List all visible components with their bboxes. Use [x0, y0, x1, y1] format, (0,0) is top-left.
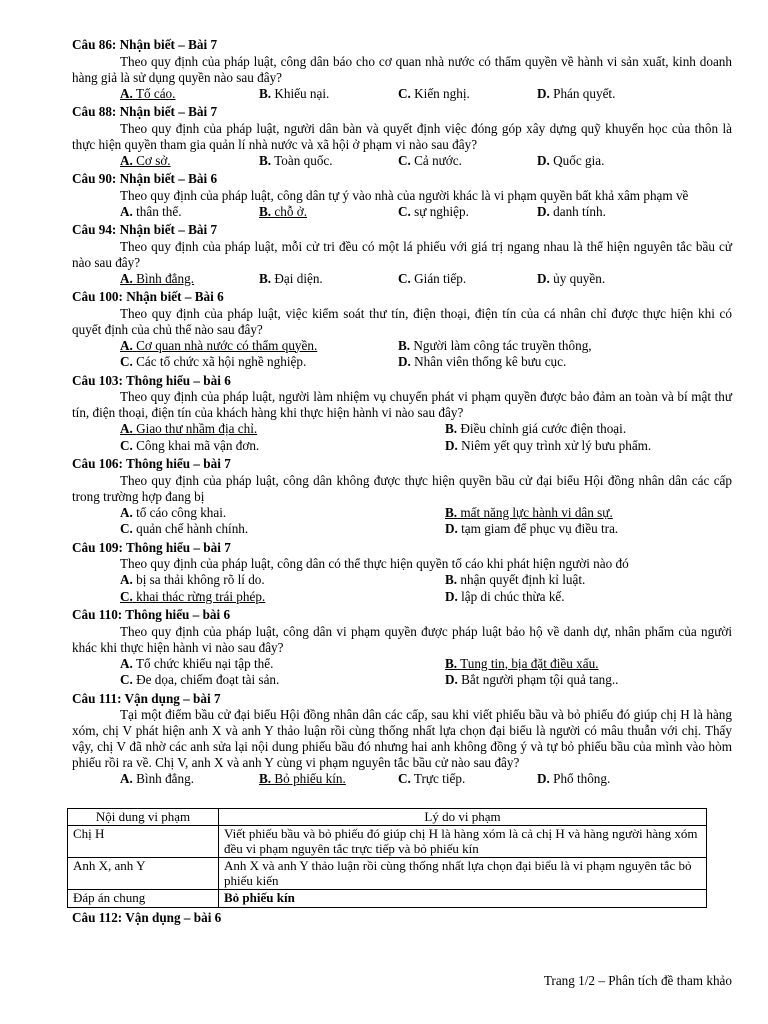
- question-stem: Theo quy định của pháp luật, công dân vi phạm quyền được pháp luật bảo hộ về danh dự, nhân phẩm của người khác khi thực hiện hành vi nào sau đây?: [72, 623, 732, 655]
- option-letter: D.: [537, 771, 550, 786]
- option-text: tạm giam để phục vụ điều tra.: [461, 521, 619, 536]
- answer-option: [445, 572, 585, 589]
- table-cell: Chị H: [68, 826, 219, 858]
- answer-options: [72, 656, 732, 689]
- question: [72, 540, 732, 606]
- option-letter: A.: [120, 572, 133, 587]
- table-header-row: [68, 808, 707, 826]
- option-text: Cơ sở.: [136, 152, 171, 168]
- answer-option: [398, 338, 592, 355]
- option-letter: D.: [537, 203, 550, 219]
- option-letter: B.: [445, 572, 458, 587]
- answer-option: [120, 521, 445, 538]
- answer-option: [120, 438, 445, 455]
- answer-option: [120, 572, 445, 589]
- option-text: Công khai mã vận đơn.: [136, 437, 260, 453]
- option-text: Nhân viên thống kê bưu cục.: [414, 354, 567, 369]
- option-text: tố cáo công khai.: [136, 504, 227, 520]
- answer-option: [398, 271, 537, 288]
- answer-option: [537, 153, 604, 170]
- question-stem: Theo quy định của pháp luật, công dân báo cho cơ quan nhà nước có thẩm quyền về hành vi sản xuất, kinh doanh hàng giả là sử dụng quyền nào sau đây?: [72, 53, 732, 85]
- answer-option-correct: [120, 589, 445, 606]
- option-text: Đại diện.: [274, 270, 323, 286]
- question: [72, 373, 732, 455]
- option-text: Khiếu nại.: [274, 85, 330, 101]
- question-list: [72, 37, 732, 788]
- option-text: ủy quyền.: [553, 270, 606, 286]
- table-row: [68, 826, 707, 858]
- option-text: sự nghiệp.: [414, 203, 469, 219]
- answer-option: [537, 771, 610, 788]
- option-text: Phổ thông.: [553, 771, 611, 786]
- answer-option: [259, 86, 398, 103]
- question-stem: Theo quy định của pháp luật, việc kiểm soát thư tín, điện thoại, điện tín của cá nhân chỉ được thực hiện khi có quyết định của chủ thể nào sau đây?: [72, 305, 732, 337]
- answer-options: [72, 421, 732, 454]
- option-text: Toàn quốc.: [274, 152, 333, 168]
- question: [72, 222, 732, 287]
- option-letter: B.: [398, 337, 411, 353]
- option-text: Người làm công tác truyền thông,: [413, 337, 592, 353]
- question: [72, 607, 732, 689]
- option-letter: C.: [120, 354, 133, 369]
- option-letter: A.: [120, 337, 133, 353]
- answer-option: [445, 672, 618, 689]
- question-stem: Theo quy định của pháp luật, công dân tự ý vào nhà của người khác là vi phạm quyền bất khả xâm phạm về: [120, 187, 689, 203]
- option-text: Bỏ phiếu kín.: [274, 771, 346, 786]
- option-letter: D.: [445, 588, 458, 604]
- option-letter: A.: [120, 152, 133, 168]
- answer-option: [398, 354, 566, 371]
- answer-option: [537, 271, 605, 288]
- answer-options: [72, 505, 732, 538]
- answer-options: [72, 338, 732, 371]
- answer-option: [445, 421, 626, 438]
- option-text: Bình đẳng.: [136, 771, 195, 786]
- option-letter: D.: [445, 672, 458, 687]
- question-header: Câu 112: Vận dụng – bài 6: [72, 909, 222, 925]
- option-text: Tổ chức khiếu nại tập thể.: [135, 655, 274, 671]
- question-header: Câu 106: Thông hiểu – bài 7: [72, 456, 231, 471]
- question-stem: Theo quy định của pháp luật, người làm nhiệm vụ chuyển phát vi phạm quyền được bảo đảm an toàn và bí mật thư tín, điện thoại, điện tín của khách hàng khi thực hiện hành vi nào sau đây?: [72, 389, 732, 420]
- option-text: danh tính.: [553, 203, 606, 219]
- answer-option: [120, 505, 445, 522]
- option-text: Kiến nghị.: [414, 85, 470, 101]
- table-header-cell: Nội dung vi phạm: [68, 808, 219, 826]
- question: [72, 289, 732, 371]
- answer-option: [445, 521, 618, 538]
- option-text: Niêm yết quy trình xử lý bưu phẩm.: [461, 437, 652, 453]
- option-text: thân thể.: [136, 203, 182, 219]
- answer-option-correct: [120, 153, 259, 170]
- option-letter: A.: [120, 655, 133, 671]
- table-header-cell: Lý do vi phạm: [219, 808, 707, 826]
- answer-option: [259, 153, 398, 170]
- table-row: [68, 858, 707, 890]
- answer-option: [398, 86, 537, 103]
- answer-option-correct: [445, 656, 599, 673]
- table-cell: Anh X, anh Y: [68, 858, 219, 890]
- option-text: Các tổ chức xã hội nghề nghiệp.: [136, 354, 307, 369]
- answer-option-correct: [120, 86, 259, 103]
- option-letter: D.: [398, 354, 411, 369]
- option-text: mất năng lực hành vi dân sự.: [460, 504, 613, 520]
- option-text: quản chế hành chính.: [136, 521, 249, 536]
- answer-option-correct: [120, 271, 259, 288]
- answer-option-correct: [259, 204, 398, 221]
- answer-option: [398, 204, 537, 221]
- option-text: Điều chỉnh giá cước điện thoại.: [460, 421, 627, 436]
- option-letter: C.: [398, 85, 411, 101]
- option-letter: C.: [398, 771, 411, 786]
- option-text: lập di chúc thừa kế.: [461, 588, 565, 604]
- table-cell: Anh X và anh Y thảo luận rồi cùng thống nhất lựa chọn đại biểu là vi phạm nguyên tắc bỏ phiếu kiến: [219, 858, 707, 890]
- answer-option: [445, 438, 651, 455]
- question-header: Câu 86: Nhận biết – Bài 7: [72, 37, 218, 52]
- option-letter: B.: [445, 504, 458, 520]
- option-text: Tung tin, bịa đặt điều xấu.: [460, 655, 599, 671]
- question-header: Câu 111: Vận dụng – bài 7: [72, 690, 221, 706]
- option-letter: B.: [259, 771, 272, 786]
- question: [72, 37, 732, 102]
- answer-option: [120, 771, 259, 788]
- question-header: Câu 109: Thông hiểu – bài 7: [72, 539, 231, 555]
- answer-options: [72, 204, 732, 221]
- question-stem: Theo quy định của pháp luật, người dân bàn và quyết định việc đóng góp xây dựng quỹ khuyến học của thôn là thực hiện quyền tham gia quản lí nhà nước và xã hội ở phạm vi nào sau đây?: [72, 120, 732, 152]
- option-letter: A.: [120, 203, 133, 219]
- table-row: [68, 890, 707, 908]
- option-letter: C.: [120, 672, 133, 687]
- option-text: Giao thư nhầm địa chỉ.: [136, 421, 258, 436]
- option-letter: A.: [120, 421, 133, 436]
- question-stem: Tại một điểm bầu cử đại biểu Hội đồng nhân dân các cấp, sau khi viết phiếu bầu và bỏ phiếu đó giúp chị H là hàng xóm, chị V phát hiện anh X và anh Y thảo luận rồi cùng thống nhất lựa chọn đại biểu là người có mâu thuẫn với chị. Thấy vậy, chị V đã nhờ các anh sửa lại nội dung phiếu bầu đó nhưng hai anh không đồng ý và tự bỏ phiếu bầu của mình vào hòm phiếu rồi ra về. Chị V, anh X và anh Y cùng vi phạm nguyên tắc bầu cử nào sau đây?: [72, 707, 732, 770]
- question-stem: Theo quy định của pháp luật, công dân không được thực hiện quyền bầu cử đại biểu Hội đồng nhân dân các cấp trong trường hợp đang bị: [72, 472, 732, 504]
- option-letter: B.: [259, 152, 272, 168]
- analysis-table: [67, 808, 707, 908]
- answer-options: [72, 86, 732, 103]
- option-text: khai thác rừng trái phép.: [136, 588, 266, 604]
- option-letter: C.: [398, 270, 411, 286]
- question-header: Câu 90: Nhận biết – Bài 6: [72, 171, 218, 186]
- document-page: [72, 37, 732, 926]
- option-letter: A.: [120, 270, 133, 286]
- question-header: Câu 94: Nhận biết – Bài 7: [72, 222, 218, 237]
- question-header: Câu 103: Thông hiểu – bài 6: [72, 372, 231, 388]
- option-letter: D.: [445, 521, 458, 536]
- option-text: Đe dọa, chiếm đoạt tài sản.: [136, 672, 280, 687]
- option-letter: D.: [537, 270, 550, 286]
- question-stem: Theo quy định của pháp luật, công dân có thể thực hiện quyền tố cáo khi phát hiện người nào đó: [120, 556, 629, 571]
- option-letter: A.: [120, 771, 133, 786]
- option-text: chỗ ở.: [274, 203, 307, 219]
- option-letter: B.: [259, 203, 272, 219]
- question: [72, 171, 732, 220]
- question: [72, 691, 732, 788]
- question-header: Câu 88: Nhận biết – Bài 7: [72, 104, 218, 119]
- answer-option-correct: [120, 338, 398, 355]
- option-text: Gián tiếp.: [414, 270, 467, 286]
- option-text: Cơ quan nhà nước có thẩm quyền.: [136, 337, 318, 353]
- option-letter: D.: [537, 85, 550, 101]
- option-letter: D.: [445, 437, 458, 453]
- answer-option-correct: [120, 421, 445, 438]
- answer-option: [398, 153, 537, 170]
- answer-option: [398, 771, 537, 788]
- question: [72, 104, 732, 169]
- option-letter: B.: [259, 270, 272, 286]
- option-letter: A.: [120, 504, 133, 520]
- option-letter: C.: [120, 437, 133, 453]
- option-text: bị sa thải không rõ lí do.: [136, 572, 265, 587]
- answer-option: [120, 672, 445, 689]
- option-text: Bình đẳng.: [136, 270, 195, 286]
- answer-options: [72, 771, 732, 788]
- table-cell: Viết phiếu bầu và bỏ phiếu đó giúp chị H là hàng xóm là cả chị H và hàng người hàng xóm đều vi phạm nguyên tắc trực tiếp và bỏ phiếu kín: [219, 826, 707, 858]
- option-text: nhận quyết định kỉ luật.: [460, 572, 586, 587]
- question: [72, 456, 732, 538]
- table-cell: Đáp án chung: [68, 890, 219, 908]
- option-text: Quốc gia.: [553, 152, 605, 168]
- option-letter: D.: [537, 152, 550, 168]
- option-letter: C.: [120, 588, 133, 604]
- answer-option: [537, 204, 606, 221]
- question-header: Câu 100: Nhận biết – Bài 6: [72, 289, 224, 304]
- question-stem: Theo quy định của pháp luật, mỗi cử tri đều có một lá phiếu với giá trị ngang nhau là thể hiện nguyên tắc bầu cử nào sau đây?: [72, 238, 732, 270]
- answer-options: [72, 572, 732, 605]
- option-letter: B.: [445, 655, 458, 671]
- option-letter: B.: [445, 421, 458, 436]
- option-letter: C.: [398, 152, 411, 168]
- answer-options: [72, 271, 732, 288]
- option-text: Tố cáo.: [135, 85, 176, 101]
- answer-option: [445, 589, 565, 606]
- answer-option: [537, 86, 615, 103]
- answer-option: [120, 656, 445, 673]
- answer-option: [120, 204, 259, 221]
- option-letter: A.: [120, 85, 133, 101]
- option-text: Cả nước.: [414, 152, 462, 168]
- option-text: Trực tiếp.: [413, 771, 466, 786]
- option-text: Bắt người phạm tội quả tang..: [461, 672, 619, 687]
- answer-options: [72, 153, 732, 170]
- option-letter: C.: [120, 521, 133, 536]
- answer-option-correct: [445, 505, 613, 522]
- page-footer: Trang 1/2 – Phân tích đề tham khảo: [543, 973, 732, 988]
- option-letter: B.: [259, 85, 272, 101]
- option-letter: C.: [398, 203, 411, 219]
- answer-option-correct: [259, 771, 398, 788]
- question-header: Câu 110: Thông hiểu – bài 6: [72, 607, 231, 622]
- answer-option: [259, 271, 398, 288]
- table-cell: Bỏ phiếu kín: [219, 890, 707, 908]
- answer-option: [120, 354, 398, 371]
- option-text: Phán quyết.: [553, 85, 616, 101]
